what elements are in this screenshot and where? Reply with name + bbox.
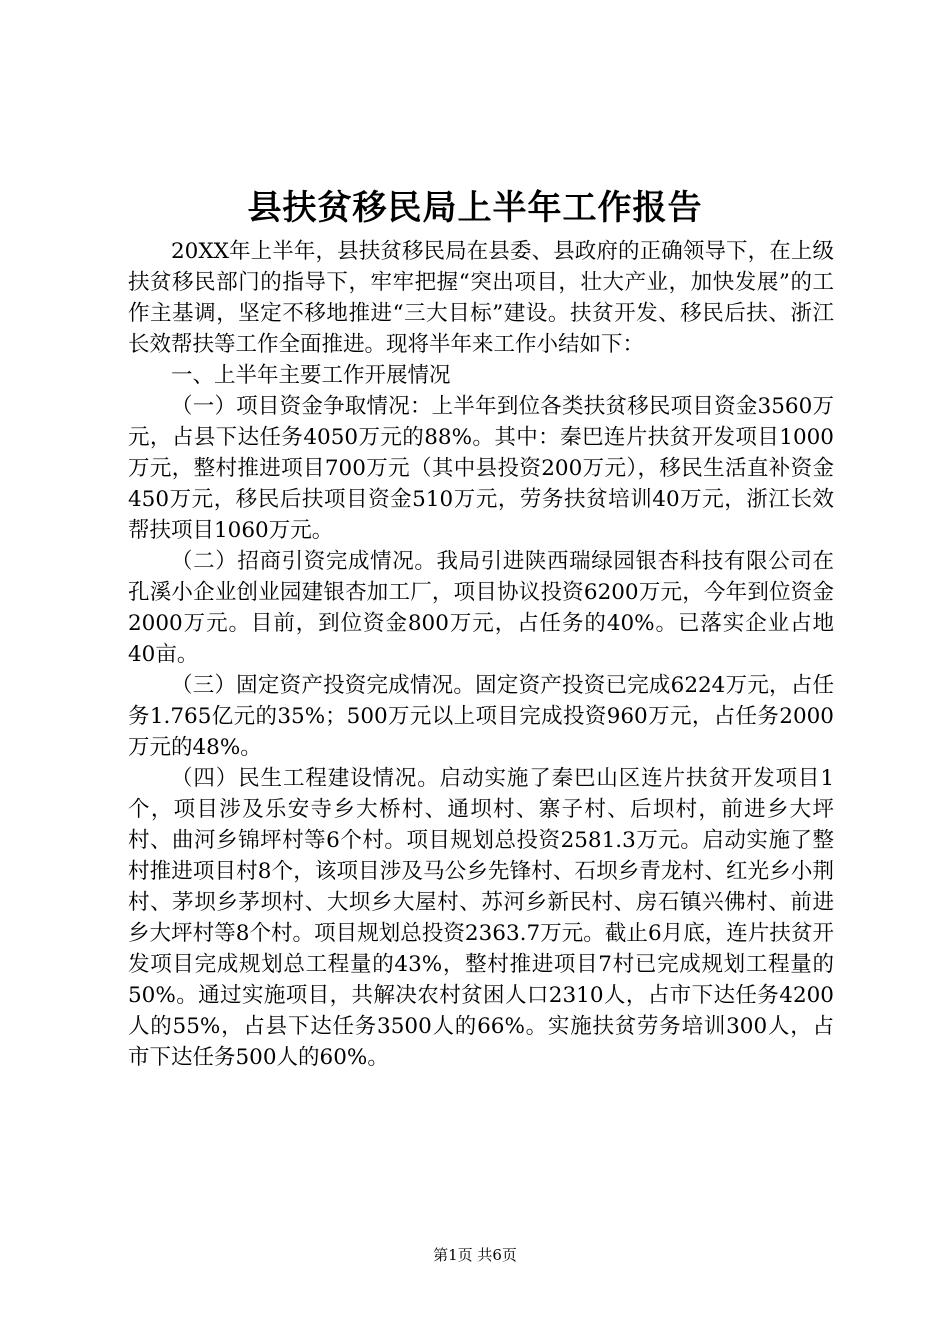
paragraph-investment-attraction: （二）招商引资完成情况。我局引进陕西瑞绿园银杏科技有限公司在孔溪小企业创业园建银杏加工厂，项目协议投资6200万元，今年到位资金2000万元。目前，到位资金800万元，占任务的40%。已落实企业占地40亩。 — [128, 549, 834, 667]
intro-paragraph: 20XX年上半年，县扶贫移民局在县委、县政府的正确领导下，在上级扶贫移民部门的指导下，牢牢把握“突出项目，壮大产业，加快发展”的工作主基调，坚定不移地推进“三大目标”建设。扶贫开发、移民后扶、浙江长效帮扶等工作全面推进。现将半年来工作小结如下： — [128, 239, 834, 357]
paragraph-fixed-assets: （三）固定资产投资完成情况。固定资产投资已完成6224万元，占任务1.765亿元的35%；500万元以上项目完成投资960万元，占任务2000万元的48%。 — [128, 673, 834, 760]
paragraph-livelihood-projects: （四）民生工程建设情况。启动实施了秦巴山区连片扶贫开发项目1个，项目涉及乐安寺乡大桥村、通坝村、寨子村、后坝村，前进乡大坪村、曲河乡锦坪村等6个村。项目规划总投资2581.3万元。启动实施了整村推进项目村8个，该项目涉及马公乡先锋村、石坝乡青龙村、红光乡小荆村、茅坝乡茅坝村、大坝乡大屋村、苏河乡新民村、房石镇兴佛村、前进乡大坪村等8个村。项目规划总投资2363.7万元。截止6月底，连片扶贫开发项目完成规划总工程量的43%，整村推进项目7村已完成规划工程量的50%。通过实施项目，共解决农村贫困人口2310人，占市下达任务4200人的55%，占县下达任务3500人的66%。实施扶贫劳务培训300人，占市下达任务500人的60%。 — [128, 766, 834, 1070]
section-heading: 一、上半年主要工作开展情况 — [171, 363, 451, 388]
document-body — [128, 236, 834, 1073]
page-number-footer: 第1页 共6页 — [433, 1246, 517, 1264]
paragraph-funding: （一）项目资金争取情况：上半年到位各类扶贫移民项目资金3560万元，占县下达任务4050万元的88%。其中：秦巴连片扶贫开发项目1000万元，整村推进项目700万元（其中县投资200万元），移民生活直补资金450万元，移民后扶项目资金510万元，劳务扶贫培训40万元，浙江长效帮扶项目1060万元。 — [128, 394, 834, 543]
document-title: 县扶贫移民局上半年工作报告 — [247, 188, 703, 228]
